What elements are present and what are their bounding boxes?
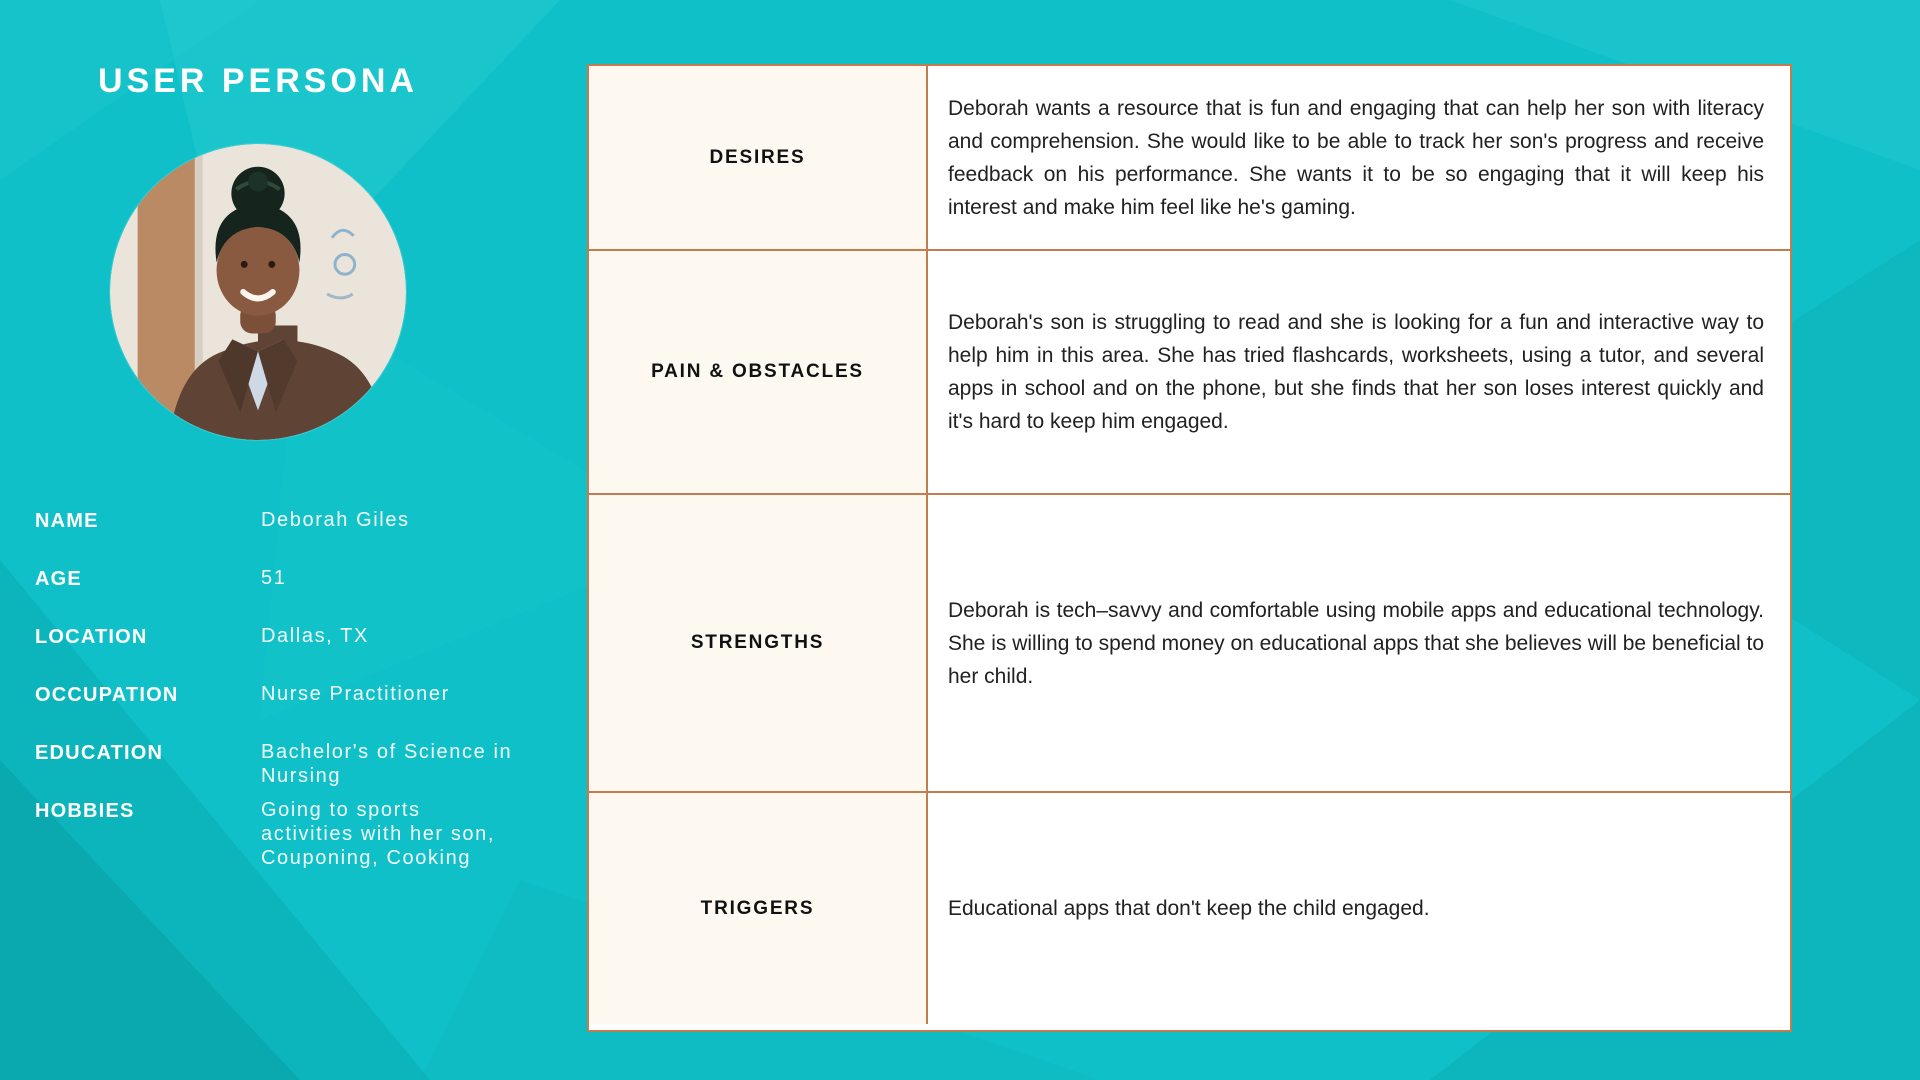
field-value-age: 51: [261, 567, 287, 589]
field-label-location: LOCATION: [35, 626, 148, 648]
avatar: [110, 144, 406, 440]
field-row-age: [35, 566, 515, 624]
row-content-text-triggers: Educational apps that don't keep the child engaged.: [948, 897, 1430, 920]
field-value-location: Dallas, TX: [261, 625, 369, 647]
table-row-desires: [589, 66, 1790, 249]
page-title: USER PERSONA: [97, 62, 419, 100]
profile-panel: [0, 0, 560, 1080]
table-row-triggers: [589, 791, 1790, 1024]
row-label-pain-obstacles: PAIN & OBSTACLES: [589, 251, 926, 493]
persona-table: [587, 64, 1792, 1032]
field-value-hobbies: Going to sports activities with her son, Couponing, Cooking: [261, 799, 496, 869]
row-content-text-pain-obstacles: Deborah's son is struggling to read and she is looking for a fun and interactive way to help him in this area. She has tried flashcards, worksheets, using a tutor, and several apps in school and on the phone, but she finds that her son loses interest quickly and it's hard to keep him engaged.: [948, 311, 1764, 433]
field-label-name: NAME: [35, 510, 99, 532]
field-label-occupation: OCCUPATION: [35, 684, 179, 706]
table-row-pain-obstacles: [589, 249, 1790, 493]
row-label-desires: DESIRES: [589, 66, 926, 249]
profile-fields: [35, 508, 515, 870]
field-label-education: EDUCATION: [35, 742, 164, 764]
row-label-triggers: TRIGGERS: [589, 793, 926, 1024]
row-content-pain-obstacles: [926, 251, 1790, 493]
avatar-photo-icon: [110, 144, 406, 440]
field-row-hobbies: [35, 798, 515, 870]
field-row-location: [35, 624, 515, 682]
table-row-strengths: [589, 493, 1790, 791]
field-value-occupation: Nurse Practitioner: [261, 683, 450, 705]
row-content-text-strengths: Deborah is tech–savvy and comfortable using mobile apps and educational technology. She is willing to spend money on educational apps that she believes will be beneficial to her child.: [948, 598, 1765, 688]
row-content-text-desires: Deborah wants a resource that is fun and engaging that can help her son with literacy and comprehension. She would like to be able to track her son's progress and receive feedback on his performance. She wants it to be so engaging that it will keep his interest and make him feel like he's gaming.: [948, 96, 1764, 219]
field-label-hobbies: HOBBIES: [35, 800, 135, 822]
field-row-education: [35, 740, 515, 798]
field-value-education: Bachelor's of Science in Nursing: [261, 741, 513, 787]
row-content-strengths: [926, 495, 1790, 791]
field-label-age: AGE: [35, 568, 82, 590]
field-row-occupation: [35, 682, 515, 740]
row-content-desires: [926, 66, 1790, 249]
row-content-triggers: [926, 793, 1790, 1024]
row-label-strengths: STRENGTHS: [589, 495, 926, 791]
field-value-name: Deborah Giles: [261, 509, 410, 531]
field-row-name: [35, 508, 515, 566]
